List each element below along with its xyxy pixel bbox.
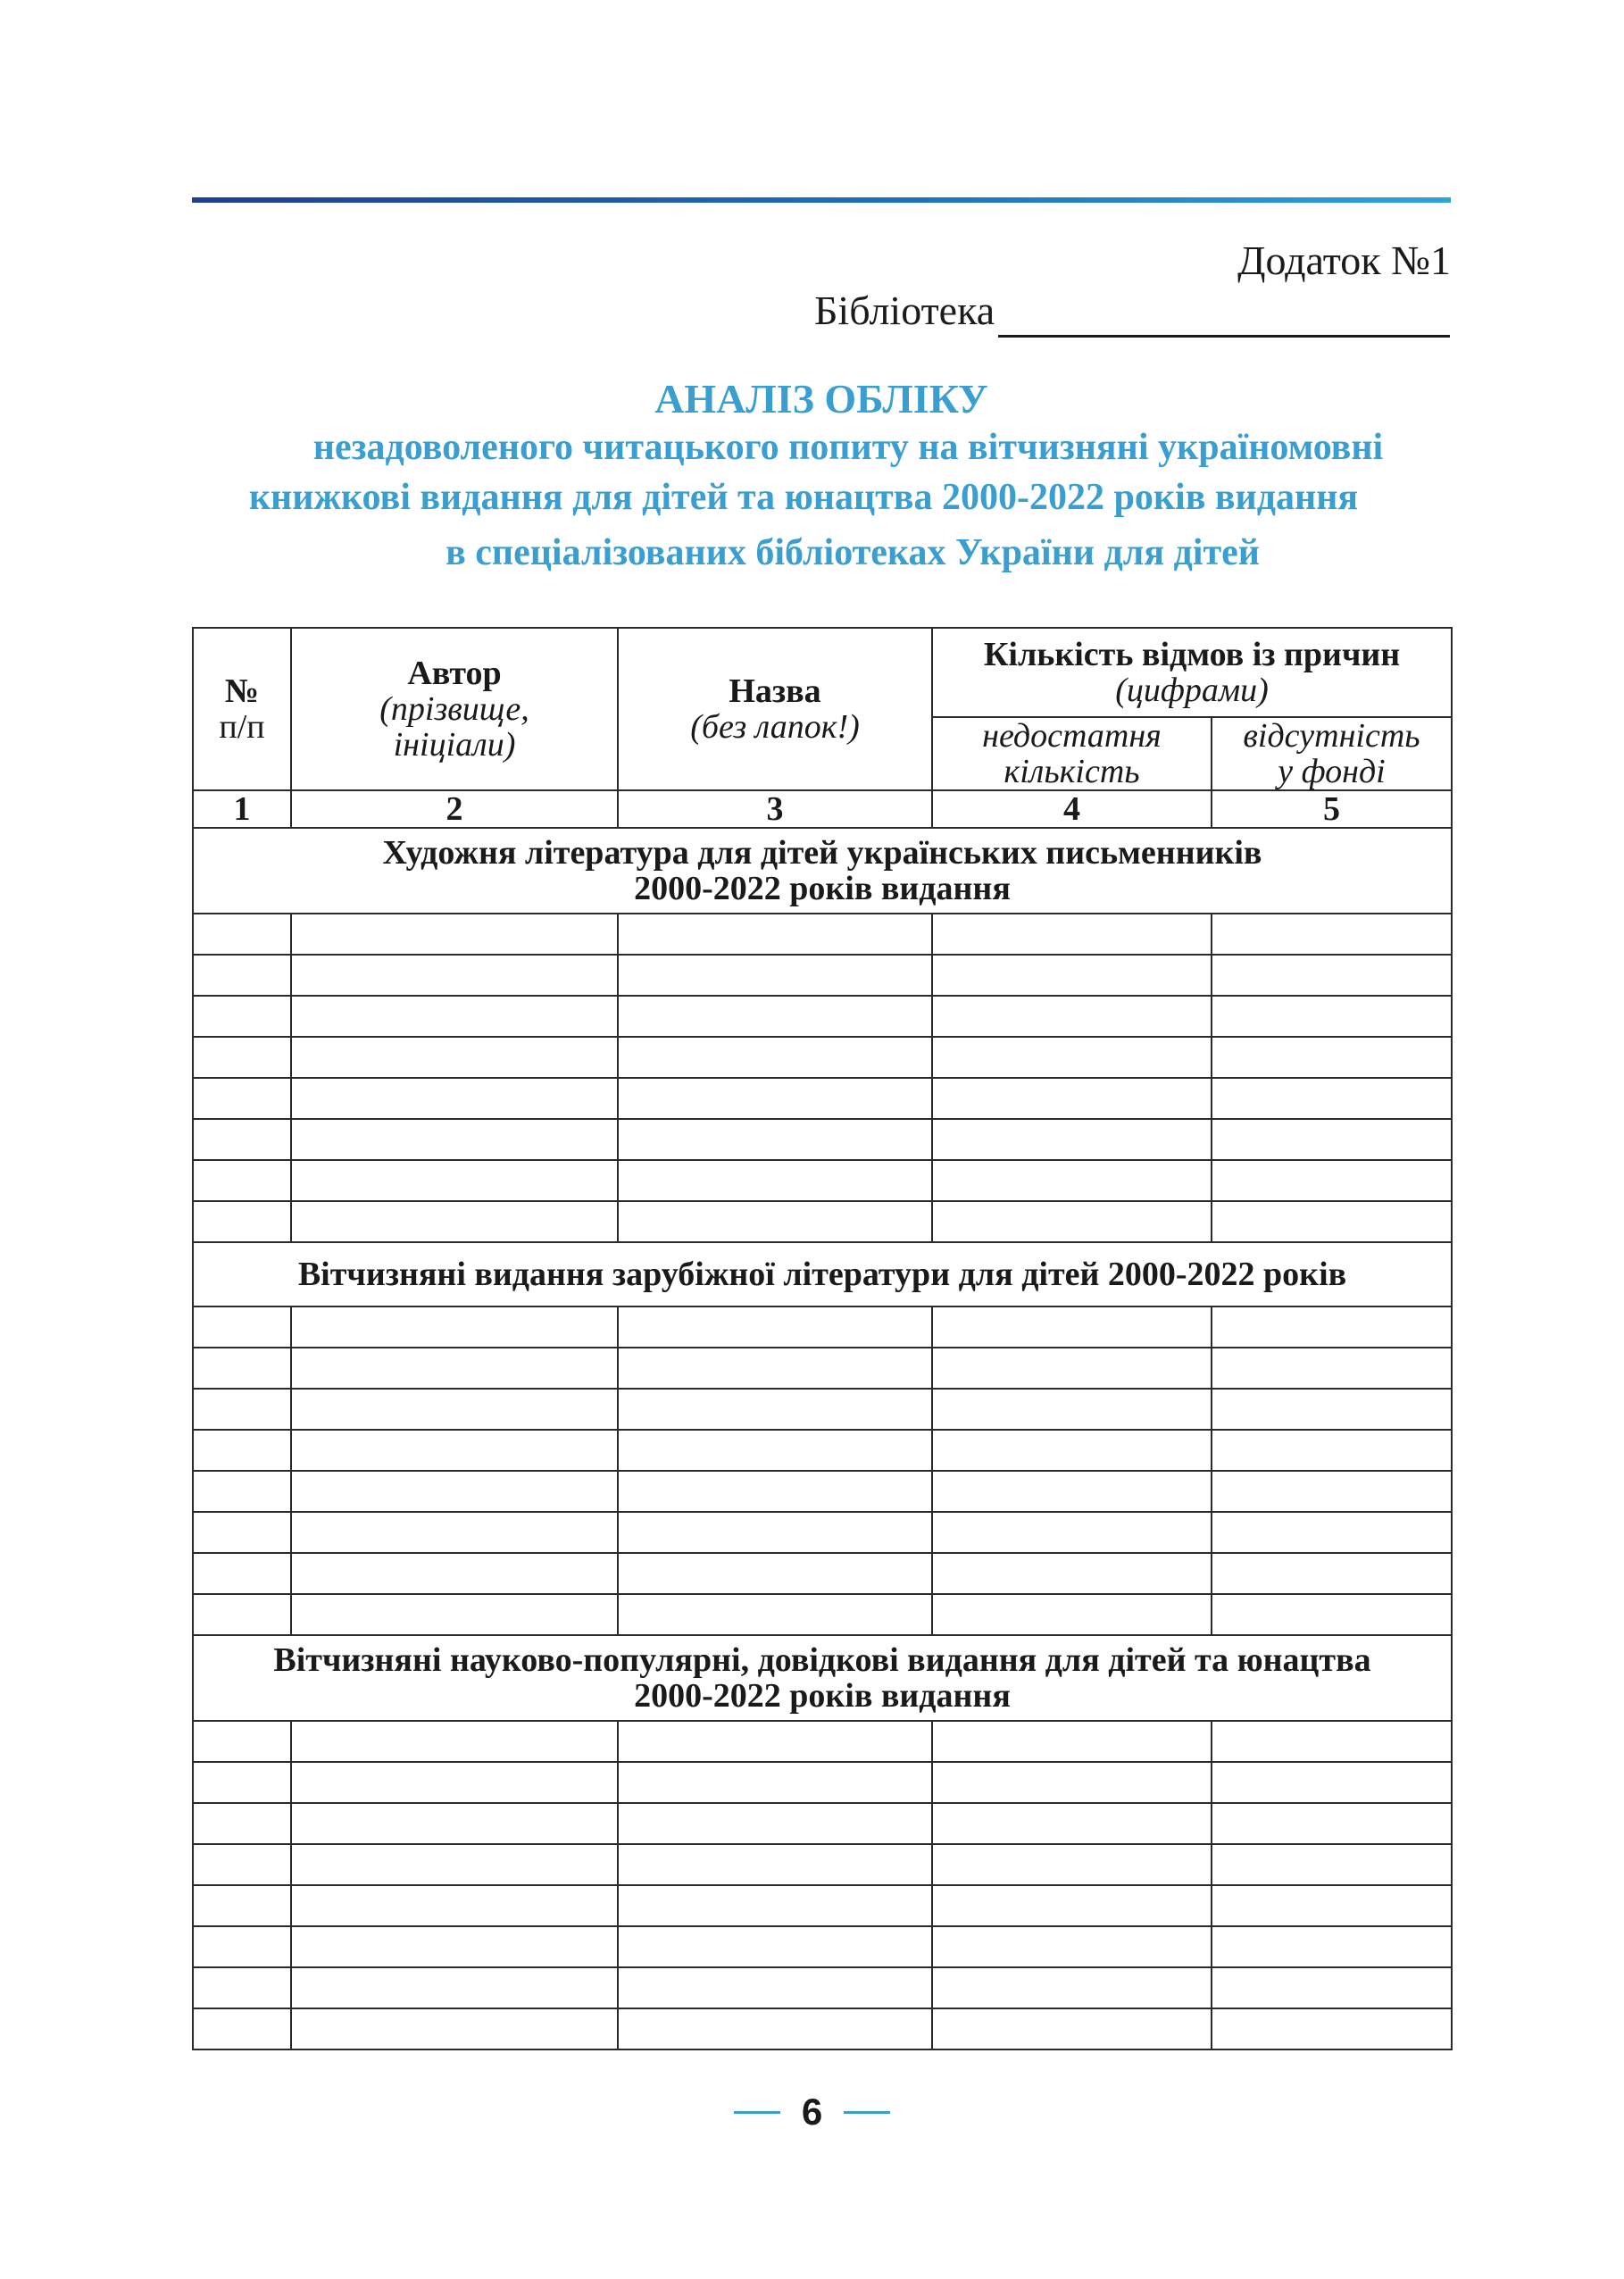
cell-author[interactable] (291, 1119, 618, 1160)
cell-absent[interactable] (1212, 1762, 1452, 1803)
cell-number[interactable] (193, 1160, 291, 1201)
cell-number[interactable] (193, 1721, 291, 1762)
cell-title[interactable] (618, 1594, 932, 1635)
cell-absent[interactable] (1212, 1078, 1452, 1119)
cell-insufficient[interactable] (932, 1201, 1212, 1242)
table-row (193, 1844, 1452, 1885)
section-header-row (193, 828, 1452, 914)
cell-insufficient[interactable] (932, 1037, 1212, 1078)
header-refusals (932, 628, 1452, 717)
cell-absent[interactable] (1212, 1512, 1452, 1553)
header-author-sub-1: (прізвище, (379, 690, 529, 728)
section-header-line-1: Художня література для дітей українських письменників (382, 834, 1262, 872)
table-row (193, 1306, 1452, 1348)
header-insufficient-2: кількість (1004, 753, 1140, 790)
table-row (193, 1721, 1452, 1762)
header-refusals-sub: (цифрами) (1115, 672, 1269, 709)
cell-absent[interactable] (1212, 2008, 1452, 2049)
cell-absent[interactable] (1212, 1967, 1452, 2008)
cell-title[interactable] (618, 1306, 932, 1348)
cell-absent[interactable] (1212, 914, 1452, 955)
cell-absent[interactable] (1212, 1885, 1452, 1926)
table-row (193, 1885, 1452, 1926)
header-insufficient-1: недостатня (982, 717, 1162, 755)
section-header-line-1: Вітчизняні видання зарубіжної літератури для дітей 2000-2022 років (297, 1256, 1347, 1293)
cell-insufficient[interactable] (932, 1512, 1212, 1553)
section-rows (193, 1306, 1452, 1635)
cell-title[interactable] (618, 914, 932, 955)
cell-number[interactable] (193, 1594, 291, 1635)
cell-author[interactable] (291, 1160, 618, 1201)
section-header-line-2: 2000-2022 років видання (634, 1677, 1011, 1715)
table-row (193, 1803, 1452, 1844)
cell-title[interactable] (618, 1430, 932, 1471)
cell-insufficient[interactable] (932, 2008, 1212, 2049)
section-header-row (193, 1242, 1452, 1306)
column-number: 4 (932, 790, 1212, 828)
table-row (193, 996, 1452, 1037)
library-name-blank (998, 296, 1450, 338)
cell-author[interactable] (291, 1389, 618, 1430)
cell-title[interactable] (618, 1119, 932, 1160)
cell-number[interactable] (193, 1885, 291, 1926)
cell-title[interactable] (618, 996, 932, 1037)
cell-author[interactable] (291, 1721, 618, 1762)
section-header (193, 828, 1452, 914)
cell-number[interactable] (193, 1762, 291, 1803)
cell-absent[interactable] (1212, 1306, 1452, 1348)
cell-insufficient[interactable] (932, 1721, 1212, 1762)
column-number-row (193, 790, 1452, 828)
cell-absent[interactable] (1212, 996, 1452, 1037)
header-title-sub: (без лапок!) (690, 708, 860, 746)
cell-number[interactable] (193, 1430, 291, 1471)
library-label: Бібліотека (814, 288, 995, 333)
top-rule (192, 197, 1451, 203)
cell-number[interactable] (193, 1471, 291, 1512)
cell-insufficient[interactable] (932, 996, 1212, 1037)
cell-absent[interactable] (1212, 1389, 1452, 1430)
cell-title[interactable] (618, 1348, 932, 1389)
cell-number[interactable] (193, 1389, 291, 1430)
cell-author[interactable] (291, 1885, 618, 1926)
cell-author[interactable] (291, 1926, 618, 1967)
section-header-row (193, 1635, 1452, 1721)
section-header (193, 1242, 1452, 1306)
cell-number[interactable] (193, 1348, 291, 1389)
cell-number[interactable] (193, 955, 291, 996)
header-title-main: Назва (729, 672, 821, 710)
column-number: 3 (618, 790, 932, 828)
column-number: 1 (193, 790, 291, 828)
cell-number[interactable] (193, 1803, 291, 1844)
cell-title[interactable] (618, 1844, 932, 1885)
header-author (291, 628, 618, 790)
section-header-line-2: 2000-2022 років видання (634, 870, 1011, 907)
cell-number[interactable] (193, 1078, 291, 1119)
header-absent-2: у фонді (1278, 753, 1386, 790)
cell-title[interactable] (618, 1553, 932, 1594)
cell-title[interactable] (618, 1967, 932, 2008)
header-number (193, 628, 291, 790)
cell-insufficient[interactable] (932, 1348, 1212, 1389)
table-row (193, 1201, 1452, 1242)
appendix-label: Додаток №1 (1237, 238, 1451, 283)
table-row (193, 1471, 1452, 1512)
cell-number[interactable] (193, 996, 291, 1037)
cell-insufficient[interactable] (932, 1762, 1212, 1803)
cell-title[interactable] (618, 1762, 932, 1803)
library-field (814, 284, 1450, 338)
table-row (193, 2008, 1452, 2049)
table-row (193, 1389, 1452, 1430)
table-row (193, 1762, 1452, 1803)
cell-number[interactable] (193, 1201, 291, 1242)
table-row (193, 914, 1452, 955)
table-row (193, 955, 1452, 996)
table-row (193, 1926, 1452, 1967)
column-number: 2 (291, 790, 618, 828)
cell-number[interactable] (193, 1844, 291, 1885)
section-header (193, 1635, 1452, 1721)
cell-author[interactable] (291, 1078, 618, 1119)
cell-number[interactable] (193, 1926, 291, 1967)
cell-title[interactable] (618, 1471, 932, 1512)
cell-absent[interactable] (1212, 1430, 1452, 1471)
table-row (193, 1160, 1452, 1201)
header-insufficient (932, 717, 1212, 790)
cell-insufficient[interactable] (932, 1803, 1212, 1844)
document-title: АНАЛІЗ ОБЛІКУ (654, 376, 988, 422)
cell-number[interactable] (193, 1037, 291, 1078)
cell-absent[interactable] (1212, 1471, 1452, 1512)
cell-title[interactable] (618, 955, 932, 996)
cell-number[interactable] (193, 914, 291, 955)
table-row (193, 1967, 1452, 2008)
cell-insufficient[interactable] (932, 1389, 1212, 1430)
footer-dash-right (844, 2111, 890, 2114)
section-rows (193, 1721, 1452, 2049)
cell-author[interactable] (291, 1594, 618, 1635)
header-title (618, 628, 932, 790)
cell-author[interactable] (291, 1803, 618, 1844)
cell-absent[interactable] (1212, 1160, 1452, 1201)
cell-title[interactable] (618, 1389, 932, 1430)
table-row (193, 1553, 1452, 1594)
header-absent (1212, 717, 1452, 790)
header-row-1 (193, 628, 1452, 717)
cell-author[interactable] (291, 914, 618, 955)
cell-title[interactable] (618, 1201, 932, 1242)
cell-title[interactable] (618, 1926, 932, 1967)
cell-number[interactable] (193, 1967, 291, 2008)
section-rows (193, 914, 1452, 1242)
cell-number[interactable] (193, 1553, 291, 1594)
cell-author[interactable] (291, 1471, 618, 1512)
cell-author[interactable] (291, 2008, 618, 2049)
header-number-sub: п/п (219, 708, 265, 746)
cell-insufficient[interactable] (932, 1594, 1212, 1635)
cell-insufficient[interactable] (932, 1885, 1212, 1926)
footer-dash-left (734, 2111, 780, 2114)
cell-insufficient[interactable] (932, 1119, 1212, 1160)
cell-absent[interactable] (1212, 1037, 1452, 1078)
cell-insufficient[interactable] (932, 1078, 1212, 1119)
cell-number[interactable] (193, 1512, 291, 1553)
table-row (193, 1430, 1452, 1471)
table-row (193, 1348, 1452, 1389)
cell-insufficient[interactable] (932, 1967, 1212, 2008)
cell-author[interactable] (291, 1762, 618, 1803)
cell-insufficient[interactable] (932, 1430, 1212, 1471)
cell-author[interactable] (291, 955, 618, 996)
cell-number[interactable] (193, 2008, 291, 2049)
cell-absent[interactable] (1212, 1348, 1452, 1389)
cell-absent[interactable] (1212, 955, 1452, 996)
cell-author[interactable] (291, 1553, 618, 1594)
cell-title[interactable] (618, 1803, 932, 1844)
table-row (193, 1594, 1452, 1635)
table-row (193, 1037, 1452, 1078)
header-author-main: Автор (407, 655, 502, 692)
header-refusals-main: Кількість відмов із причин (983, 636, 1401, 673)
column-number: 5 (1212, 790, 1452, 828)
cell-author[interactable] (291, 1512, 618, 1553)
cell-insufficient[interactable] (932, 914, 1212, 955)
section-header-line-1: Вітчизняні науково-популярні, довідкові видання для дітей та юнацтва (273, 1641, 1371, 1679)
cell-author[interactable] (291, 996, 618, 1037)
refusals-table (192, 627, 1453, 2050)
cell-title[interactable] (618, 1721, 932, 1762)
cell-title[interactable] (618, 1037, 932, 1078)
cell-insufficient[interactable] (932, 1471, 1212, 1512)
cell-author[interactable] (291, 1967, 618, 2008)
document-subtitle-line-1: незадоволеного читацького попиту на вітчизняні україномовні (312, 427, 1384, 468)
table-row (193, 1512, 1452, 1553)
cell-title[interactable] (618, 1160, 932, 1201)
header-author-sub-2: ініціали) (393, 726, 516, 764)
cell-insufficient[interactable] (932, 1306, 1212, 1348)
cell-author[interactable] (291, 1844, 618, 1885)
cell-insufficient[interactable] (932, 1844, 1212, 1885)
cell-absent[interactable] (1212, 1803, 1452, 1844)
cell-number[interactable] (193, 1306, 291, 1348)
cell-title[interactable] (618, 1885, 932, 1926)
cell-absent[interactable] (1212, 1553, 1452, 1594)
page-footer (0, 2090, 1624, 2134)
cell-absent[interactable] (1212, 1594, 1452, 1635)
cell-absent[interactable] (1212, 1119, 1452, 1160)
cell-title[interactable] (618, 1512, 932, 1553)
cell-insufficient[interactable] (932, 1160, 1212, 1201)
cell-insufficient[interactable] (932, 955, 1212, 996)
page-number: 6 (801, 2091, 823, 2133)
cell-absent[interactable] (1212, 1201, 1452, 1242)
cell-absent[interactable] (1212, 1721, 1452, 1762)
cell-insufficient[interactable] (932, 1926, 1212, 1967)
cell-absent[interactable] (1212, 1844, 1452, 1885)
cell-author[interactable] (291, 1306, 618, 1348)
table-row (193, 1119, 1452, 1160)
document-subtitle-line-3: в спеціалізованих бібліотеках України для дітей (446, 532, 1260, 573)
cell-insufficient[interactable] (932, 1553, 1212, 1594)
document-subtitle-line-2: книжкові видання для дітей та юнацтва 2000-2022 років видання (248, 477, 1359, 518)
header-absent-1: відсутність (1243, 717, 1420, 755)
cell-number[interactable] (193, 1119, 291, 1160)
cell-author[interactable] (291, 1201, 618, 1242)
cell-title[interactable] (618, 1078, 932, 1119)
cell-author[interactable] (291, 1037, 618, 1078)
table-row (193, 1078, 1452, 1119)
cell-absent[interactable] (1212, 1926, 1452, 1967)
cell-author[interactable] (291, 1430, 618, 1471)
cell-author[interactable] (291, 1348, 618, 1389)
cell-title[interactable] (618, 2008, 932, 2049)
header-number-main: № (224, 672, 260, 710)
